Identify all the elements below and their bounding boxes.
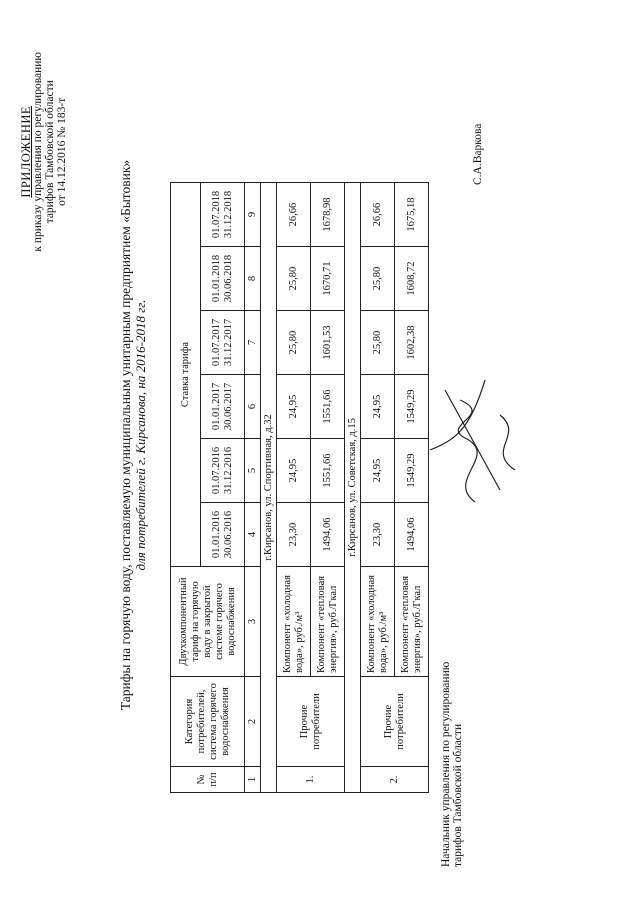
column-number: 1	[245, 767, 261, 793]
document-heading	[118, 25, 148, 845]
tariff-value: 1494,06	[395, 503, 429, 567]
period-from: 01.01.2018	[210, 254, 222, 303]
period-cell	[201, 439, 245, 503]
tariff-value: 25,80	[277, 247, 311, 311]
tariff-value: 1678,98	[311, 183, 345, 247]
period-to: 31.12.2017	[222, 318, 234, 367]
row-category: Прочие потребители	[361, 677, 429, 767]
tariff-value: 1670,71	[311, 247, 345, 311]
period-from: 01.01.2016	[210, 510, 222, 559]
component-label: Компонент «холодная вода», руб./м³	[361, 567, 395, 677]
table-row	[361, 183, 395, 793]
appendix-line-1: к приказу управления по регулированию	[32, 52, 44, 252]
tariff-value: 1551,66	[311, 439, 345, 503]
period-cell	[201, 375, 245, 439]
component-label: Компонент «тепловая энергия», руб./Гкал	[395, 567, 429, 677]
column-number: 5	[245, 439, 261, 503]
signatory-position-line-2: тарифов Тамбовской области	[452, 723, 464, 867]
column-number: 6	[245, 375, 261, 439]
tariff-value: 1608,72	[395, 247, 429, 311]
tariff-value: 26,66	[277, 183, 311, 247]
section-address: г.Кирсанов, ул. Советская, д.15	[345, 183, 361, 793]
tariff-value: 1551,66	[311, 375, 345, 439]
tariff-value: 25,80	[361, 311, 395, 375]
period-from: 01.07.2018	[210, 190, 222, 239]
period-to: 30.06.2016	[222, 510, 234, 559]
column-number: 4	[245, 503, 261, 567]
period-cell	[201, 503, 245, 567]
tariff-value: 24,95	[277, 375, 311, 439]
tariff-value: 26,66	[361, 183, 395, 247]
appendix-header	[20, 52, 68, 252]
tariff-value: 24,95	[361, 375, 395, 439]
tariff-value: 23,30	[277, 503, 311, 567]
col-twocomp-header: Двухкомпонентный тариф на горячую воду в закрытой системе горячего водоснабжения	[171, 567, 245, 677]
signatory-position	[440, 662, 464, 867]
tariff-value: 24,95	[361, 439, 395, 503]
signatory-position-line-1: Начальник управления по регулированию	[440, 661, 452, 867]
signatory-name: С.А.Варкова	[472, 123, 484, 185]
period-to: 31.12.2016	[222, 446, 234, 495]
appendix-line-2: тарифов Тамбовской области	[44, 80, 56, 224]
section-address: г.Кирсанов, ул. Спортивная, д.32	[261, 183, 277, 793]
row-number: 2.	[361, 767, 429, 793]
col-num-header: № п/п	[171, 767, 245, 793]
period-cell	[201, 183, 245, 247]
period-to: 30.06.2017	[222, 382, 234, 431]
period-from: 01.01.2017	[210, 382, 222, 431]
row-category: Прочие потребители	[277, 677, 345, 767]
tariff-value: 25,80	[361, 247, 395, 311]
column-number: 8	[245, 247, 261, 311]
heading-line-1: Тарифы на горячую воду, поставляемую муниципальным унитарным предприятием «Бытовик»	[118, 159, 133, 711]
table-row	[277, 183, 311, 793]
appendix-title: ПРИЛОЖЕНИЕ	[19, 105, 33, 198]
tariff-table	[170, 182, 429, 793]
period-from: 01.07.2017	[210, 318, 222, 367]
col-rate-header: Ставка тарифа	[171, 183, 201, 567]
tariff-value: 1549,29	[395, 439, 429, 503]
period-from: 01.07.2016	[210, 446, 222, 495]
tariff-value: 23,30	[361, 503, 395, 567]
heading-line-2: для потребителей г. Кирсанова, на 2016-2018 гг.	[133, 299, 148, 571]
tariff-value: 1602,38	[395, 311, 429, 375]
handwritten-signature	[405, 360, 535, 510]
component-label: Компонент «тепловая энергия», руб./Гкал	[311, 567, 345, 677]
appendix-line-3: от 14.12.2016 № 183-т	[56, 97, 68, 206]
tariff-value: 1675,18	[395, 183, 429, 247]
column-number-row	[245, 183, 261, 793]
column-number: 7	[245, 311, 261, 375]
tariff-value: 24,95	[277, 439, 311, 503]
period-to: 30.06.2018	[222, 254, 234, 303]
column-number: 9	[245, 183, 261, 247]
column-number: 3	[245, 567, 261, 677]
period-cell	[201, 247, 245, 311]
row-number: 1.	[277, 767, 345, 793]
tariff-value: 1549,29	[395, 375, 429, 439]
column-number: 2	[245, 677, 261, 767]
period-cell	[201, 311, 245, 375]
tariff-value: 1601,53	[311, 311, 345, 375]
tariff-value: 1494,06	[311, 503, 345, 567]
tariff-value: 25,80	[277, 311, 311, 375]
period-to: 31.12.2018	[222, 190, 234, 239]
component-label: Компонент «холодная вода», руб./м³	[277, 567, 311, 677]
col-category-header: Категория потребителей, система горячего водоснабжения	[171, 677, 245, 767]
